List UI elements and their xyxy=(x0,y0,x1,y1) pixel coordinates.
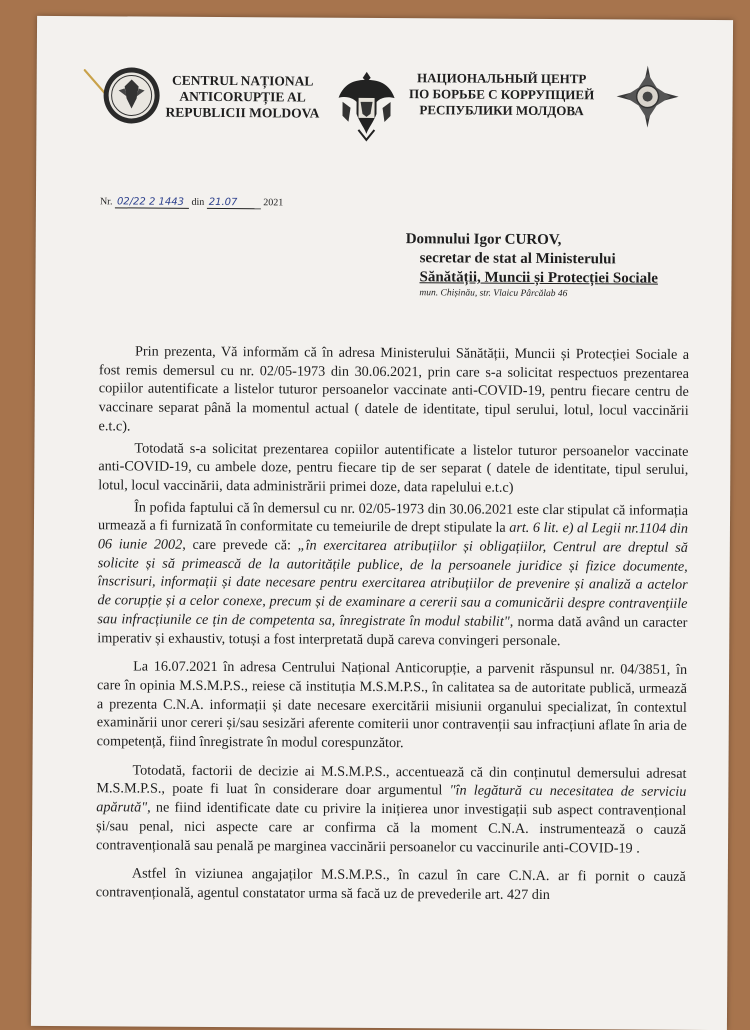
ref-din-label: din xyxy=(191,196,205,208)
paragraph-3-text-e: , norma dată având un caracter imperativ și exhaustiv, totuși a fost interpretată după careva convingeri personale. xyxy=(97,613,688,649)
ref-number-handwritten: 02/22 2 1443 xyxy=(115,196,189,208)
ref-year: 2021 xyxy=(263,197,284,209)
letter-body xyxy=(96,342,689,907)
ref-date-handwritten: 21.07 xyxy=(207,197,261,209)
recipient-title: secretar de stat al Ministerului xyxy=(419,250,616,268)
header-ru-line2: ПО БОРЬБЕ С КОРРУПЦИЕЙ xyxy=(408,86,595,103)
paragraph-5-text-a: Totodată, factorii de decizie ai M.S.M.P.S., accentuează că din conținutul demersului adresat M.S.M.P.S., poate fi luat în considerare doar argumentul xyxy=(96,762,687,799)
recipient-block xyxy=(405,230,705,302)
document-reference-line xyxy=(100,196,283,209)
header-romanian xyxy=(156,73,328,122)
law-quote: „în exercitarea atribuțiilor și obligațiilor, Centrul are dreptul să solicite și să primească de la autoritățile publice, de la persoanele juridice și fizice documente, înscrisuri, informații și date necesare pentru exercitarea atribuțiilor de prevenire și analiză a actelor de corupție și a celor conexe, precum și de examinare a cererii sau a comunicării despre contravențiile sau infracțiunile ce țin de competenta sa, înregistrate în modul stabilit" xyxy=(97,537,688,630)
recipient-address: mun. Chișinău, str. Vlaicu Pârcălab 46 xyxy=(419,288,568,300)
paragraph-5 xyxy=(96,761,687,858)
paragraph-6: Astfel în viziunea angajaților M.S.M.P.S., în cazul în care C.N.A. ar fi pornit o cauză contravențională, agentul constatator urma să facă uz de prevederile art. 427 din xyxy=(95,865,686,904)
paragraph-3-text-c: , care prevede că: xyxy=(182,536,298,554)
coat-of-arms-icon xyxy=(336,68,396,142)
paragraph-5-text-c: , ne fiind identificate date cu privire la inițierea unor investigații sub aspect contravențional și/sau penal, nici aspecte care ar confirma că la moment C.N.A. instrumentează o cauză contravențională sau penală pe marginea vaccinării persoanelor cu vaccinurile anti-COVID-19 . xyxy=(95,799,687,857)
document-page xyxy=(31,16,733,1030)
paragraph-1: Prin prezenta, Vă informăm că în adresa Ministerului Sănătății, Muncii și Protecției Sociale a fost remis demersul cu nr. 02/05-1973 din 30.06.2021, prin care s-a solicitat respectuos prezentarea copiilor autentificate a listelor tuturor persoanelor vaccinate anti-COVID-19, pentru fiecare centru de vaccinare separat până la momentul actual ( datele de identitate, tipul serului, lotul, locul vaccinării e.t.c). xyxy=(98,343,690,435)
header-ro-line2: ANTICORUPȚIE AL xyxy=(179,88,306,105)
paragraph-2: Totodată s-a solicitat prezentarea copiilor autentificate a listelor tuturor persoanelor vaccinate anti-COVID-19, cu ambele doze, pentru fiecare tip de ser separat ( datele de identitate, tipul serului, lotul, locul vaccinării, data administrării primei doze, data rapelului e.t.c) xyxy=(98,440,689,496)
paragraph-3-text-a: În pofida faptului că în demersul cu nr. 02/05-1973 din 30.06.2021 este clar stipulat că informația urmează a fi furnizată în conformitate cu temeiurile de drept stipulate la xyxy=(97,499,689,537)
recipient-ministry: Sănătății, Muncii și Protecției Sociale xyxy=(419,269,658,287)
header-ro-line3: REPUBLICII MOLDOVA xyxy=(165,104,320,121)
ref-nr-label: Nr. xyxy=(99,196,113,208)
quoted-argument: "în legătură cu necesitatea de serviciu apărută" xyxy=(96,782,687,816)
law-reference: art. 6 lit. e) al Legii nr.1104 din 06 iunie 2002 xyxy=(97,520,689,553)
paragraph-4: La 16.07.2021 în adresa Centrului Național Anticorupție, a parvenit răspunsul nr. 04/3851, în care în opinia M.S.M.P.S., reiese că instituția M.S.M.P.S., în calitatea sa de autoritate publică, urmează a prezenta C.N.A. informații și date necesare exercitării misiunii organului specializat, în contextul examinării unor cereri și/sau sesizări aferente comiterii unor contravenții sau infracțiuni aflate în aria de competență, fiind înregistrate în modul corespunzător. xyxy=(96,658,688,752)
cna-seal-icon xyxy=(100,64,162,126)
header-ru-line1: НАЦИОНАЛЬНЫЙ ЦЕНТР xyxy=(416,70,587,87)
recipient-name: Domnului Igor CUROV, xyxy=(405,231,562,249)
header-russian xyxy=(396,70,606,119)
order-star-emblem-icon xyxy=(614,63,680,129)
header-ru-line3: РЕСПУБЛИКИ МОЛДОВА xyxy=(419,102,584,119)
paragraph-3 xyxy=(97,498,688,651)
header-ro-line1: CENTRUL NAȚIONAL xyxy=(171,72,314,89)
